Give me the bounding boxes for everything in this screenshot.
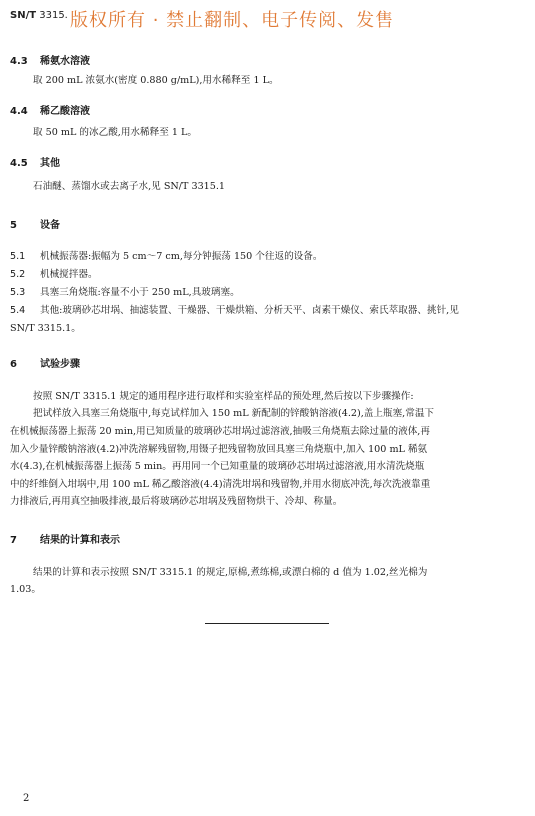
paragraph-4-5: 石油醚、蒸馏水或去离子水,见 SN/T 3315.1: [33, 181, 226, 192]
paragraph-6-line-6: 力排液后,再用真空抽吸排液,最后将玻璃砂芯坩埚及残留物烘干、冷却、称量。: [10, 496, 343, 507]
paragraph-6-line-2: 在机械振荡器上振荡 20 min,用已知质量的玻璃砂芯坩埚过滤溶液,抽吸三角烧瓶去除过量的液体,再: [10, 426, 430, 437]
section-title: 试验步骤: [40, 359, 80, 370]
paragraph-6-intro: 按照 SN/T 3315.1 规定的通用程序进行取样和实验室样品的预处理,然后按以下步骤操作:: [33, 391, 414, 402]
item-text: 机械振荡器:振幅为 5 cm～7 cm,每分钟振荡 150 个往返的设备。: [40, 251, 323, 262]
item-5-1: [10, 248, 322, 262]
page-header: [10, 10, 68, 21]
item-5-3: [10, 284, 240, 298]
section-number: 4.3: [10, 56, 28, 67]
page-number: 2: [23, 793, 30, 804]
paragraph-6-line-3: 加入少量锌酸钠溶液(4.2)冲洗溶解残留物,用镊子把残留物放回具塞三角烧瓶中,加入 100 mL 稀氨: [10, 444, 428, 455]
section-title: 稀乙酸溶液: [40, 106, 90, 117]
section-title: 其他: [40, 158, 60, 169]
item-number: 5.4: [10, 305, 26, 316]
standard-number: 3315.: [39, 10, 68, 21]
paragraph-6-line-5: 中的纤维倒入坩埚中,用 100 mL 稀乙酸溶液(4.4)清洗坩埚和残留物,并用水彻底冲洗,每次洗液靠重: [10, 479, 431, 490]
section-title: 设备: [40, 220, 60, 231]
item-5-2: [10, 266, 98, 280]
section-heading-4-4: [10, 102, 90, 117]
section-title: 结果的计算和表示: [40, 535, 120, 546]
section-number: 4.5: [10, 158, 28, 169]
paragraph-7-line-2: 1.03。: [10, 584, 41, 595]
item-number: 5.2: [10, 269, 26, 280]
item-5-4: [10, 302, 459, 316]
section-title: 稀氨水溶液: [40, 56, 90, 67]
item-text: 其他:玻璃砂芯坩埚、抽滤装置、干燥器、干燥烘箱、分析天平、卤素干燥仪、索氏萃取器、挑针,见: [40, 305, 459, 316]
copyright-watermark: 版权所有 · 禁止翻制、电子传阅、发售: [70, 10, 395, 31]
paragraph-6-line-4: 水(4.3),在机械振荡器上振荡 5 min。再用同一个已知重量的玻璃砂芯坩埚过滤溶液,用水清洗烧瓶: [10, 461, 425, 472]
item-text: 具塞三角烧瓶:容量不小于 250 mL,具玻璃塞。: [40, 287, 240, 298]
paragraph-7-line-1: 结果的计算和表示按照 SN/T 3315.1 的规定,原棉,煮练棉,或漂白棉的 d 值为 1.02,丝光棉为: [33, 567, 428, 578]
section-number: 4.4: [10, 106, 28, 117]
end-rule: [205, 623, 329, 624]
section-heading-7: [10, 531, 120, 546]
section-heading-6: [10, 355, 80, 370]
item-5-4-continued: SN/T 3315.1。: [10, 323, 81, 334]
paragraph-4-4: 取 50 mL 的冰乙酸,用水稀释至 1 L。: [33, 127, 197, 138]
item-text: 机械搅拌器。: [40, 269, 98, 280]
paragraph-6-line-1: 把试样放入具塞三角烧瓶中,每克试样加入 150 mL 新配制的锌酸钠溶液(4.2),盖上瓶塞,常温下: [33, 408, 435, 419]
item-number: 5.3: [10, 287, 26, 298]
section-number: 6: [10, 359, 17, 370]
section-number: 7: [10, 535, 17, 546]
section-heading-5: [10, 216, 60, 231]
item-number: 5.1: [10, 251, 26, 262]
section-heading-4-5: [10, 154, 60, 169]
paragraph-4-3: 取 200 mL 浓氨水(密度 0.880 g/mL),用水稀释至 1 L。: [33, 75, 279, 86]
section-number: 5: [10, 220, 17, 231]
standard-prefix: SN/T: [10, 10, 37, 21]
section-heading-4-3: [10, 52, 90, 67]
